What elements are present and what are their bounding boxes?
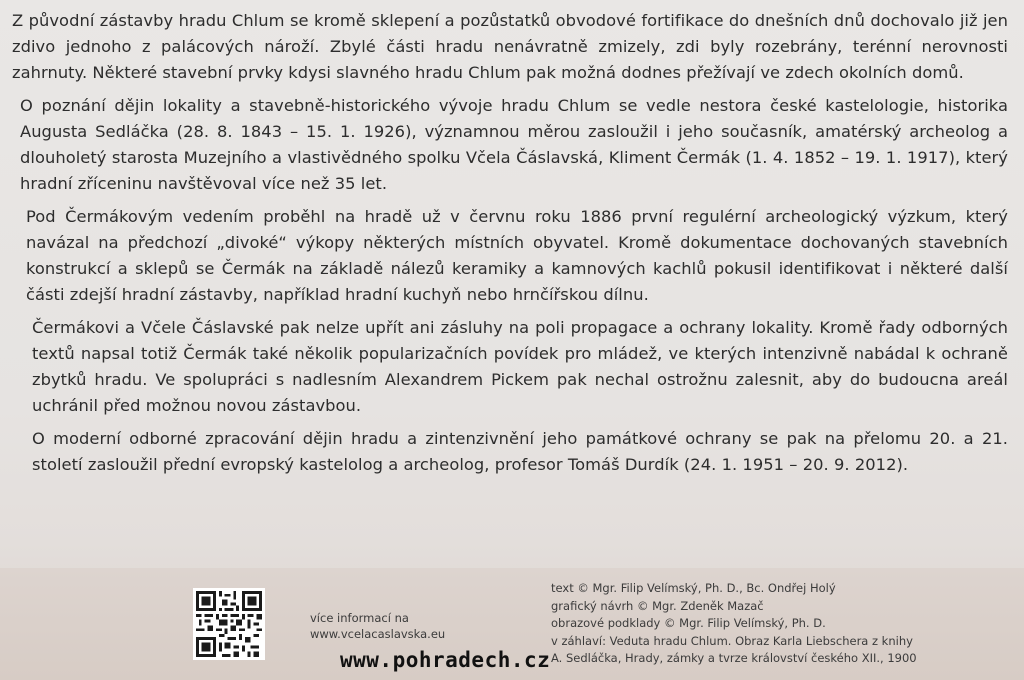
paragraph-4: Čermákovi a Včele Čáslavské pak nelze upřít ani zásluhy na poli propagace a ochrany lokality. Kromě řady odborných textů napsal totiž Čermák také několik popularizačních povídek pro mládež, ve kterých intenzivně nabádal k ochraně zbytků hradu. Ve spolupráci s nadlesním Alexandrem Pickem pak nechal ostrožnu zalesnit, aby do budoucna areál uchránil před možnou novou zástavbou. <box>32 318 1008 415</box>
qr-code-icon[interactable] <box>193 588 265 660</box>
more-info-link[interactable]: www.vcelacaslavska.eu <box>310 627 446 641</box>
credit-header-2: A. Sedláčka, Hrady, zámky a tvrze království českého XII., 1900 <box>551 651 917 665</box>
credit-text: text © Mgr. Filip Velímský, Ph. D., Bc. Ondřej Holý <box>551 581 836 595</box>
watermark: www.pohradech.cz <box>340 648 551 672</box>
paragraph-5: O moderní odborné zpracování dějin hradu a zintenzivnění jeho památkové ochrany se pak na přelomu 20. a 21. století zasloužil přední evropský kastelolog a archeolog, profesor Tomáš Durdík (24. 1. 1951 – 20. 9. 2012). <box>32 429 1008 474</box>
credits <box>551 580 1011 668</box>
paragraph-3: Pod Čermákovým vedením proběhl na hradě už v červnu roku 1886 první regulérní archeologický výzkum, který navázal na předchozí „divoké“ výkopy některých místních obyvatel. Kromě dokumentace dochovaných stavebních konstrukcí a sklepů se Čermák na základě nálezů keramiky a kamnových kachlů pokusil identifikovat i některé další části zdejší hradní zástavby, například hradní kuchyň nebo hrnčířskou dílnu. <box>26 207 1008 304</box>
credit-images: obrazové podklady © Mgr. Filip Velímský, Ph. D. <box>551 616 826 630</box>
credit-header-1: v záhlaví: Veduta hradu Chlum. Obraz Karla Liebschera z knihy <box>551 633 913 648</box>
more-info <box>310 610 445 642</box>
article-body <box>12 8 1008 485</box>
more-info-label: více informací na <box>310 611 409 625</box>
credit-design: grafický návrh © Mgr. Zdeněk Mazač <box>551 598 764 613</box>
paragraph-1: Z původní zástavby hradu Chlum se kromě sklepení a pozůstatků obvodové fortifikace do dnešních dnů dochovalo již jen zdivo jednoho z palácových nároží. Zbylé části hradu nenávratně zmizely, zdi byly rozebrány, terénní nerovnosti zahrnuty. Některé stavební prvky kdysi slavného hradu Chlum pak možná dodnes přežívají ve zdech okolních domů. <box>12 11 1008 82</box>
paragraph-2: O poznání dějin lokality a stavebně-historického vývoje hradu Chlum se vedle nestora české kastelologie, historika Augusta Sedláčka (28. 8. 1843 – 15. 1. 1926), významnou měrou zasloužil i jeho současník, amatérský archeolog a dlouholetý starosta Muzejního a vlastivědného spolku Včela Čáslavská, Kliment Čermák (1. 4. 1852 – 19. 1. 1917), který hradní zříceninu navštěvoval více než 35 let. <box>20 96 1008 193</box>
